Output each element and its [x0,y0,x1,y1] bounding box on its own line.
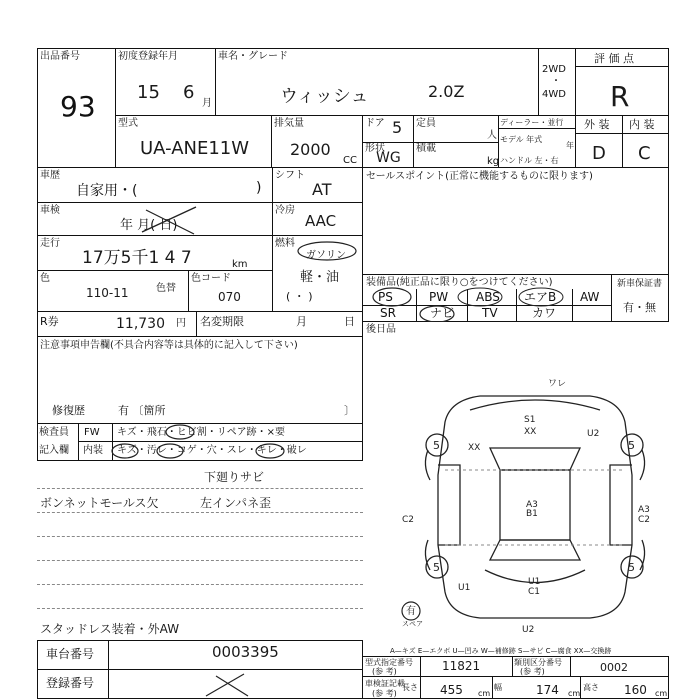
mark-c1: C1 [528,587,541,597]
handle-label: ハンドル 左・右 [500,156,559,165]
repair-value: 有 〔箇所 [118,404,166,417]
mark-crack: ワレ [548,379,567,389]
mark-b1: B1 [526,509,538,519]
drive-4wd: 4WD [542,89,566,100]
warranty-value: 有・無 [623,301,656,314]
shape-value: WG [376,150,401,166]
equip-aw: AW [580,290,600,304]
displacement-value: 2000 [290,140,331,159]
tire-rr: 5 [628,561,635,574]
load-unit: kg [487,156,500,167]
dealer-label: ディーラー・並行 [500,118,564,127]
model-code-label: 型式 [118,118,138,129]
shape-label: 形状 [365,143,385,154]
lot-label: 出品番号 [40,51,80,62]
first-reg-year: 15 [137,82,160,103]
fuel-light-oil: 軽・油 [300,270,340,285]
first-reg-month: 6 [183,82,195,103]
remark-studless-aw: スタッドレス装着・外AW [40,622,180,636]
mark-c2-left: C2 [402,515,415,525]
shift-value: AT [312,180,332,199]
equip-tv: TV [482,306,498,320]
equip-navi: ナビ [430,306,455,320]
mark-u1-rear: U1 [528,577,541,587]
equipment-circles [362,286,612,322]
mark-u2-front: U2 [587,429,600,439]
inspection-strike [140,204,200,236]
mark-xx-hood: XX [524,427,537,437]
color-change-label: 色替 [156,283,176,294]
grade-label: 評 価 点 [594,52,634,65]
equip-abs: ABS [476,290,500,304]
later-label: 後日品 [366,324,396,335]
recycle-label: R券 [40,315,59,328]
size-label: 車検証記載 [365,679,405,688]
capacity-label: 定員 [416,118,436,129]
color-value: 110-11 [86,286,129,300]
exterior-items: キズ・飛石・ヒビ割・リペア跡・×要 [117,427,285,438]
length-unit: cm [478,689,491,698]
mileage-label: 走行 [40,238,60,249]
ownership-month: 月 [296,315,307,328]
fw-label: FW [84,427,100,438]
notes-label: 注意事項申告欄(不具合内容等は具体的に記入して下さい) [40,340,298,351]
inspection-label: 車検 [40,205,60,216]
chassis-label: 車台番号 [46,647,95,661]
model-designation-label: 型式指定番号 [365,658,413,667]
repair-label: 修復歴 [52,404,85,417]
reg-number-strike [200,670,260,699]
mark-xx-left: XX [468,443,481,453]
model-name-value: ウィッシュ [280,86,369,107]
equip-leather: カワ [532,306,557,320]
damage-legend: A—キズ E—エクボ U—凹み W—補修跡 S—サビ C—腐食 XX—交換跡 [390,647,612,655]
displacement-label: 排気量 [274,118,304,129]
mark-u1-left: U1 [458,583,471,593]
category-value: 0002 [600,661,628,674]
interior-grade: C [638,143,651,164]
equip-ps: PS [378,290,393,304]
history-close: ) [256,180,262,196]
repair-close: 〕 [344,404,355,417]
equip-airbag: エアB [524,290,557,304]
category-ref: (参 考) [520,667,545,676]
year-unit: 年 [566,141,574,150]
interior-items: キズ・汚レ・コゲ・穴・スレ・キレ・破レ [117,445,307,456]
warranty-label: 新車保証書 [617,279,663,289]
ownership-day: 日 [344,315,355,328]
mark-a3: A3 [526,500,538,510]
reg-number-label: 登録番号 [46,676,95,690]
cc-unit: CC [343,155,357,166]
mark-a3-right: A3 [638,505,650,515]
car-diagram [400,370,670,640]
fuel-paren: ( ・ ) [286,290,313,303]
month-suffix: 月 [202,98,212,109]
exterior-label: 外 装 [584,118,610,131]
model-designation-value: 11821 [442,659,481,673]
doors-value: 5 [392,118,403,137]
height-unit: cm [655,689,668,698]
category-label: 類別区分番号 [514,658,562,667]
sales-point-label: セールスポイント(正常に機能するものに限ります) [366,171,593,182]
doors-label: ドア [365,118,385,129]
grade-value: 2.0Z [428,82,465,101]
tire-fr: 5 [628,439,635,452]
mark-s1: S1 [524,415,536,425]
equip-sr: SR [380,306,396,320]
equipment-label: 装備品(純正品に限り○をつけてください) [366,277,553,288]
inspector-circles [110,424,360,462]
ac-label: 冷房 [275,205,295,216]
height-value: 160 [624,683,647,697]
width-label: 幅 [494,683,502,692]
color-code-value: 070 [218,290,241,304]
grade-score: R [610,80,630,113]
sales-point-box [362,167,669,275]
tire-rl: 5 [433,561,440,574]
capacity-unit: 人 [487,130,497,141]
length-value: 455 [440,683,463,697]
km-unit: km [232,259,248,270]
inspection-value: 年 月( 日) [120,218,178,233]
mark-u2-rear: U2 [522,625,535,635]
recycle-value: 11,730 [116,316,165,332]
model-designation-ref: (参 考) [372,667,397,676]
ownership-label: 名変期限 [200,315,244,328]
ac-value: AAC [305,212,337,230]
interior-label: 内 装 [629,118,655,131]
yen-unit: 円 [176,318,186,329]
color-label: 色 [40,273,50,284]
inspector-label: 検査員 [39,427,69,438]
lot-number: 93 [60,90,96,123]
fuel-gas-circle [296,240,358,262]
drive-2wd: 2WD [542,64,566,75]
spare-label: スペア [402,620,423,628]
width-unit: cm [568,689,581,698]
exterior-grade: D [592,143,606,164]
width-value: 174 [536,683,559,697]
model-year-label: モデル 年式 [500,135,543,144]
mileage-value: 17万5千1 4 7 [82,248,192,268]
model-code-value: UA-ANE11W [140,138,250,159]
remark-left-panel: 左インパネ歪 [200,496,272,510]
size-ref: (参 考) [372,689,397,698]
height-label: 高さ [583,683,599,692]
model-name-label: 車名・グレード [218,51,288,62]
drive-dot: ・ [551,76,561,87]
history-label: 車歴 [40,170,60,181]
history-value: 自家用・( [76,183,138,199]
entry-label: 記入欄 [39,445,69,456]
remark-underbody-rust: 下廻りサビ [204,470,265,484]
equip-pw: PW [429,290,449,304]
spare-mark: 有 [406,606,416,617]
chassis-value: 0003395 [212,643,279,661]
interior-items-label: 内装 [83,445,103,456]
mark-c2-right: C2 [638,515,651,525]
length-label: 長さ [402,683,418,692]
remark-bonnet-molding: ボンネットモールス欠 [40,496,159,510]
tire-fl: 5 [433,439,440,452]
first-reg-label: 初度登録年月 [118,51,178,62]
shift-label: シフト [275,170,305,181]
color-code-label: 色コード [191,273,231,284]
fuel-label: 燃料 [275,238,295,249]
fuel-gas: ガソリン [306,250,346,261]
load-label: 積載 [416,143,436,154]
